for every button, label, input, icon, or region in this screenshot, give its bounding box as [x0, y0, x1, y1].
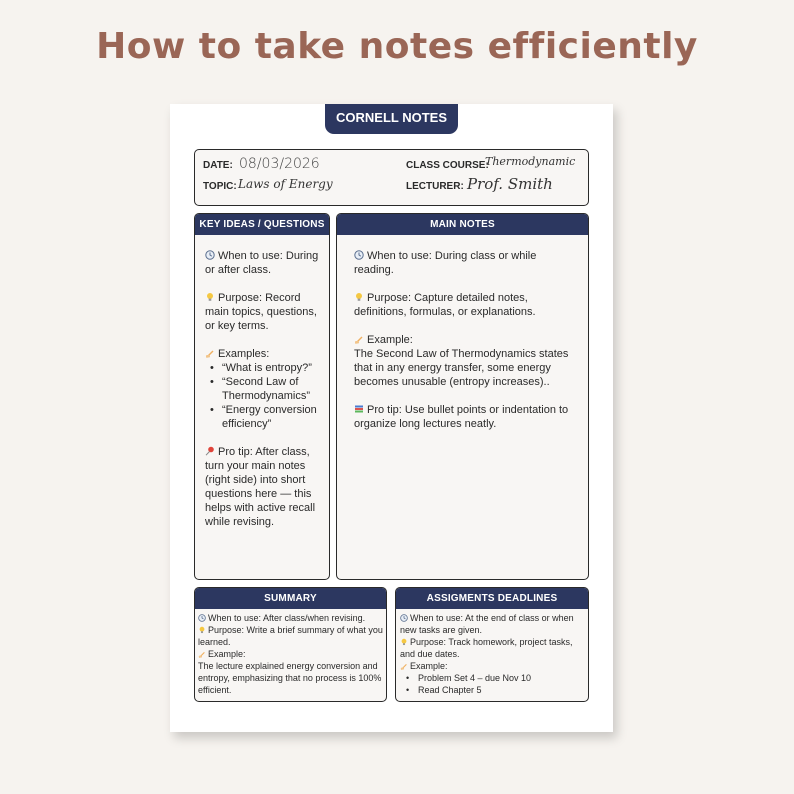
class-course-label: CLASS COURSE:: [406, 160, 489, 171]
key-ideas-pro-tip: Pro tip: After class, turn your main notes (right side) into short questions here — this helps with active recall while revising.: [205, 446, 316, 528]
page-headline: How to take notes efficiently: [96, 26, 698, 67]
summary-example-text: The lecture explained energy conversion and entropy, emphasizing that no process is 100% efficient.: [198, 661, 382, 695]
summary-purpose: Purpose: Write a brief summary of what you learned.: [198, 625, 383, 647]
lightbulb-icon: [198, 626, 206, 634]
assignments-example-label: Example:: [400, 660, 585, 672]
clock-icon: [354, 250, 364, 260]
lightbulb-icon: [354, 292, 364, 302]
main-notes-example-text: The Second Law of Thermodynamics states that in any energy transfer, some energy becomes unusable (entropy increases)..: [354, 348, 569, 388]
list-item: • “Energy conversion efficiency”: [210, 403, 319, 431]
clock-icon: [205, 250, 215, 260]
class-course-value: Thermodynamic: [485, 155, 576, 168]
lightbulb-icon: [205, 292, 215, 302]
assignments-list: [406, 672, 585, 696]
main-notes-purpose: Purpose: Capture detailed notes, definitions, formulas, or explanations.: [354, 292, 536, 318]
main-notes-title: MAIN NOTES: [337, 214, 588, 235]
key-ideas-examples-label: Examples:: [205, 347, 319, 361]
books-icon: [354, 404, 364, 414]
key-ideas-purpose: Purpose: Record main topics, questions, or key terms.: [205, 292, 317, 332]
assignments-purpose: Purpose: Track homework, project tasks, and due dates.: [400, 637, 573, 659]
summary-panel: [194, 587, 387, 702]
lecturer-value: Prof. Smith: [467, 175, 553, 193]
writing-hand-icon: [400, 662, 408, 670]
topic-value: Laws of Energy: [238, 177, 333, 191]
pushpin-icon: [205, 446, 215, 456]
main-notes-when: When to use: During class or while reading.: [354, 250, 537, 276]
list-item: • “What is entropy?”: [210, 361, 319, 375]
assignments-when: When to use: At the end of class or when new tasks are given.: [400, 613, 574, 635]
sheet-title-tab: CORNELL NOTES: [325, 104, 458, 134]
writing-hand-icon: [198, 650, 206, 658]
summary-example-label: Example:: [198, 648, 383, 660]
writing-hand-icon: [354, 334, 364, 344]
key-ideas-when: When to use: During or after class.: [205, 250, 319, 276]
assignments-panel: [395, 587, 589, 702]
date-value: 08/03/2026: [239, 156, 320, 172]
summary-title: SUMMARY: [195, 588, 386, 609]
writing-hand-icon: [205, 348, 215, 358]
list-item: • Problem Set 4 – due Nov 10: [406, 672, 585, 684]
assignments-title: ASSIGMENTS DEADLINES: [396, 588, 588, 609]
key-ideas-title: KEY IDEAS / QUESTIONS: [195, 214, 329, 235]
cornell-notes-sheet: [170, 104, 613, 732]
main-notes-example-label: Example:: [354, 333, 574, 347]
main-notes-pro-tip: Pro tip: Use bullet points or indentation to organize long lectures neatly.: [354, 404, 569, 430]
date-label: DATE:: [203, 160, 233, 171]
main-notes-panel: [336, 213, 589, 580]
key-ideas-panel: [194, 213, 330, 580]
topic-label: TOPIC:: [203, 181, 237, 192]
list-item: • “Second Law of Thermodynamics”: [210, 375, 319, 403]
lightbulb-icon: [400, 638, 408, 646]
summary-when: When to use: After class/when revising.: [198, 612, 383, 624]
list-item: • Read Chapter 5: [406, 684, 585, 696]
clock-icon: [198, 614, 206, 622]
key-ideas-examples-list: [210, 361, 319, 431]
info-header-box: [194, 149, 589, 206]
lecturer-label: LECTURER:: [406, 181, 464, 192]
clock-icon: [400, 614, 408, 622]
